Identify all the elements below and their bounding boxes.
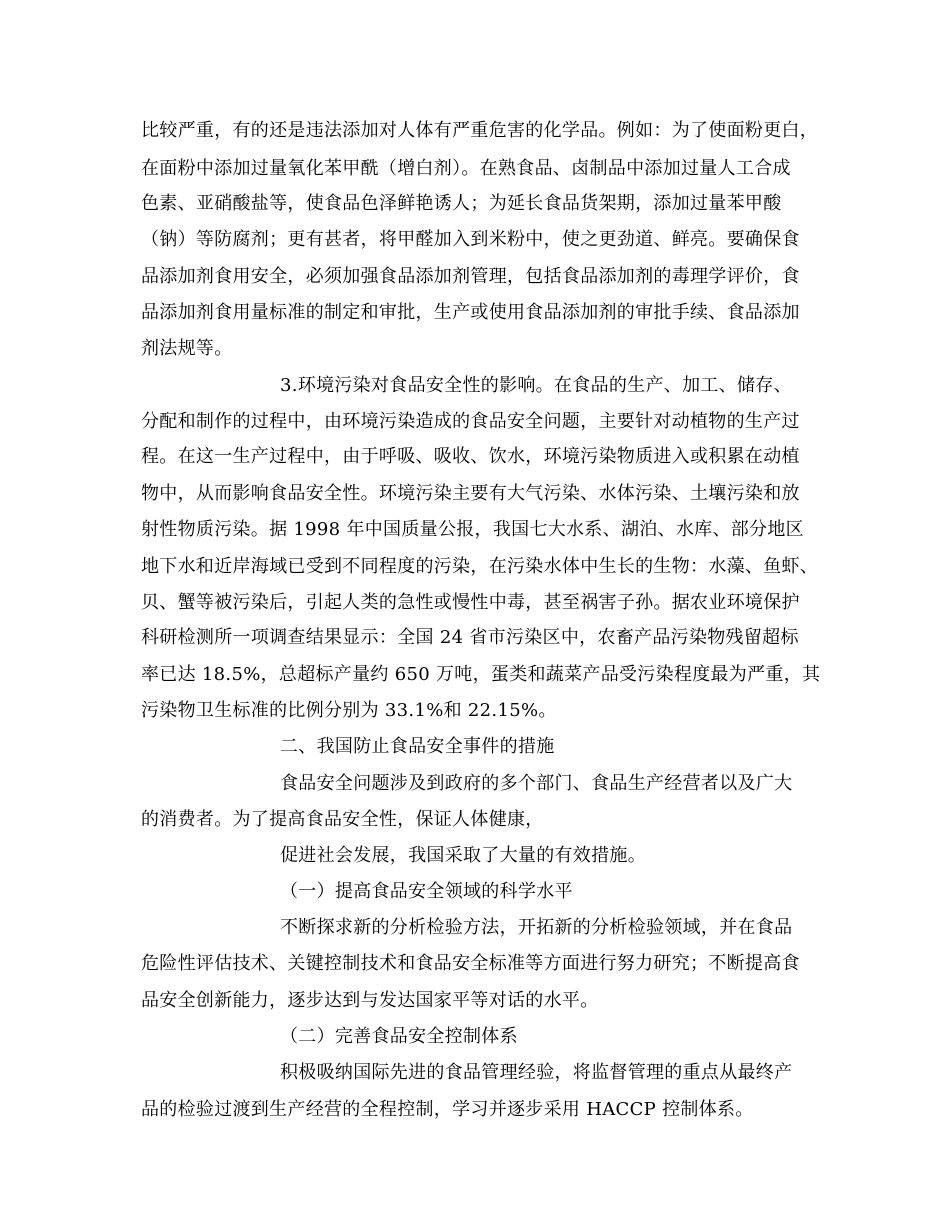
text-line: 剂法规等。 [141,338,233,359]
text-line: 品的检验过渡到生产经营的全程控制，学习并逐步采用 HACCP 控制体系。 [141,1099,754,1120]
text-line: 不断探求新的分析检验方法，开拓新的分析检验领域，并在食品 [280,917,793,938]
text-line: 品添加剂食用安全，必须加强食品添加剂管理，包括食品添加剂的毒理学评价，食 [141,266,800,287]
text-line: 品添加剂食用量标准的制定和审批，生产或使用食品添加剂的审批手续、食品添加 [141,302,800,323]
text-line: 污染物卫生标准的比例分别为 33.1%和 22.15%。 [141,700,557,721]
text-line: 分配和制作的过程中，由环境污染造成的食品安全问题，主要针对动植物的生产过 [141,411,800,432]
text-line: 地下水和近岸海域已受到不同程度的污染，在污染水体中生长的生物：水藻、鱼虾、 [141,556,819,577]
text-line: 品安全创新能力，逐步达到与发达国家平等对话的水平。 [141,990,599,1011]
text-line: 率已达 18.5%，总超标产量约 650 万吨，蛋类和蔬菜产品受污染程度最为严重，其 [141,664,821,685]
paragraph-heading-env: 3.环境污染对食品安全性的影响。在食品的生产、加工、储存、 [280,375,792,396]
text-line: 贝、蟹等被污染后，引起人类的急性或慢性中毒，甚至祸害子孙。据农业环境保护 [141,592,800,613]
text-line: 物中，从而影响食品安全性。环境污染主要有大气污染、水体污染、土壤污染和放 [141,483,800,504]
text-line: 食品安全问题涉及到政府的多个部门、食品生产经营者以及广大 [280,773,793,794]
text-line: 危险性评估技术、关键控制技术和食品安全标准等方面进行努力研究；不断提高食 [141,953,800,974]
text-line: 科研检测所一项调查结果显示：全国 24 省市污染区中，农畜产品污染物残留超标 [141,627,799,648]
text-line: 程。在这一生产过程中，由于呼吸、吸收、饮水，环境污染物质进入或积累在动植 [141,446,800,467]
subsection-heading: （二）完善食品安全控制体系 [280,1026,518,1047]
text-line: 积极吸纳国际先进的食品管理经验，将监督管理的重点从最终产 [280,1062,793,1083]
text-line: 色素、亚硝酸盐等，使食品色泽鲜艳诱人；为延长食品货架期，添加过量苯甲酸 [141,193,782,214]
text-line: 促进社会发展，我国采取了大量的有效措施。 [280,845,646,866]
subsection-heading: （一）提高食品安全领域的科学水平 [280,881,573,902]
text-line: 在面粉中添加过量氧化苯甲酰（增白剂）。在熟食品、卤制品中添加过量人工合成 [141,158,791,179]
text-line: 比较严重，有的还是违法添加对人体有严重危害的化学品。例如：为了使面粉更白， [141,120,819,141]
text-line: （钠）等防腐剂；更有甚者，将甲醛加入到米粉中，使之更劲道、鲜亮。要确保食 [141,229,800,250]
text-line: 射性物质污染。据 1998 年中国质量公报，我国七大水系、湖泊、水库、部分地区 [141,519,804,540]
text-line: 的消费者。为了提高食品安全性，保证人体健康， [141,809,544,830]
section-heading: 二、我国防止食品安全事件的措施 [280,736,555,757]
